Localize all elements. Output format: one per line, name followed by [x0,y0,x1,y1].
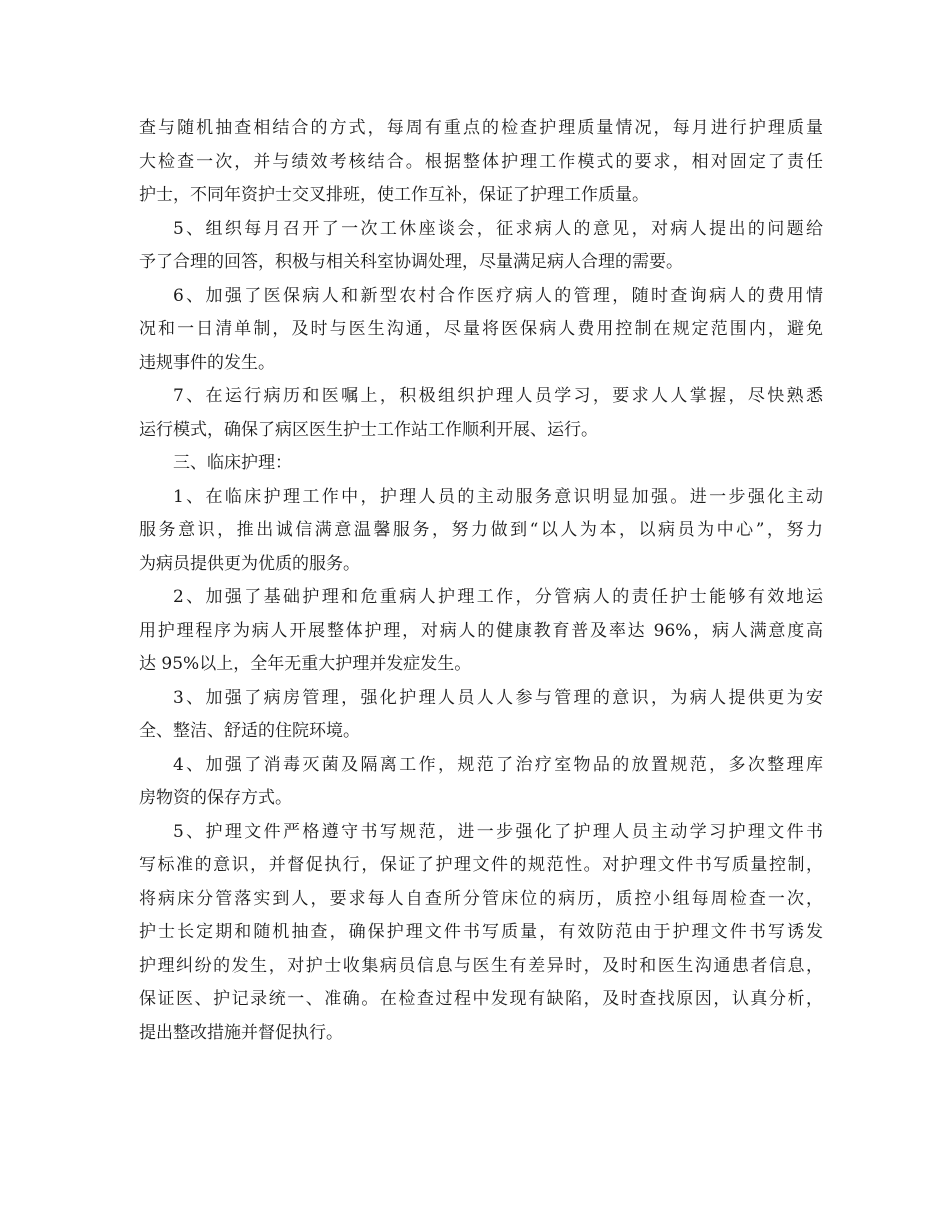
text-line: 5、组织每月召开了一次工休座谈会，征求病人的意见，对病人提出的问题给 [173,218,823,239]
text-line: 6、加强了医保病人和新型农村合作医疗病人的管理，随时查询病人的费用情 [173,285,823,306]
text-line: 3、加强了病房管理，强化护理人员人人参与管理的意识，为病人提供更为安 [173,687,823,708]
text-line: 用护理程序为病人开展整体护理，对病人的健康教育普及率达 96%，病人满意度高 [139,620,823,641]
text-line: 4、加强了消毒灭菌及隔离工作，规范了治疗室物品的放置规范，多次整理库 [173,754,823,775]
text-line: 运行模式，确保了病区医生护士工作站工作顺利开展、运行。 [139,419,598,440]
text-line: 大检查一次，并与绩效考核结合。根据整体护理工作模式的要求，相对固定了责任 [139,151,823,172]
text-line: 2、加强了基础护理和危重病人护理工作，分管病人的责任护士能够有效地运 [173,587,823,607]
text-line: 1、在临床护理工作中，护理人员的主动服务意识明显加强。进一步强化主动 [173,486,823,507]
text-line: 5、护理文件严格遵守书写规范，进一步强化了护理人员主动学习护理文件书 [173,821,823,842]
text-line: 为病员提供更为优质的服务。 [139,553,360,574]
text-line: 予了合理的回答，积极与相关科室协调处理，尽量满足病人合理的需要。 [139,252,683,272]
text-line: 护士，不同年资护士交叉排班，使工作互补，保证了护理工作质量。 [139,185,649,205]
text-line: 违规事件的发生。 [139,352,275,373]
text-line: 提出整改措施并督促执行。 [139,1022,343,1043]
text-line: 保证医、护记录统一、准确。在检查过程中发现有缺陷，及时查找原因，认真分析， [139,989,823,1009]
text-line: 查与随机抽查相结合的方式，每周有重点的检查护理质量情况，每月进行护理质量 [139,118,823,138]
text-line: 况和一日清单制，及时与医生沟通，尽量将医保病人费用控制在规定范围内，避免 [139,319,823,339]
text-line: 三、临床护理： [173,453,292,473]
text-line: 达 95%以上，全年无重大护理并发症发生。 [139,654,472,674]
text-line: 写标准的意识，并督促执行，保证了护理文件的规范性。对护理文件书写质量控制， [139,855,823,875]
text-line: 服务意识，推出诚信满意温馨服务，努力做到“以人为本，以病员为中心”，努力 [139,520,823,540]
text-line: 房物资的保存方式。 [139,788,292,808]
text-line: 护士长定期和随机抽查，确保护理文件书写质量，有效防范由于护理文件书写诱发 [139,922,823,942]
document-body [139,112,823,1050]
text-line: 护理纠纷的发生，对护士收集病员信息与医生有差异时，及时和医生沟通患者信息， [139,955,823,976]
text-line: 7、在运行病历和医嘱上，积极组织护理人员学习，要求人人掌握，尽快熟悉 [173,386,823,406]
text-line: 将病床分管落实到人，要求每人自查所分管床位的病历，质控小组每周检查一次， [139,888,823,909]
text-line: 全、整洁、舒适的住院环境。 [139,721,360,741]
